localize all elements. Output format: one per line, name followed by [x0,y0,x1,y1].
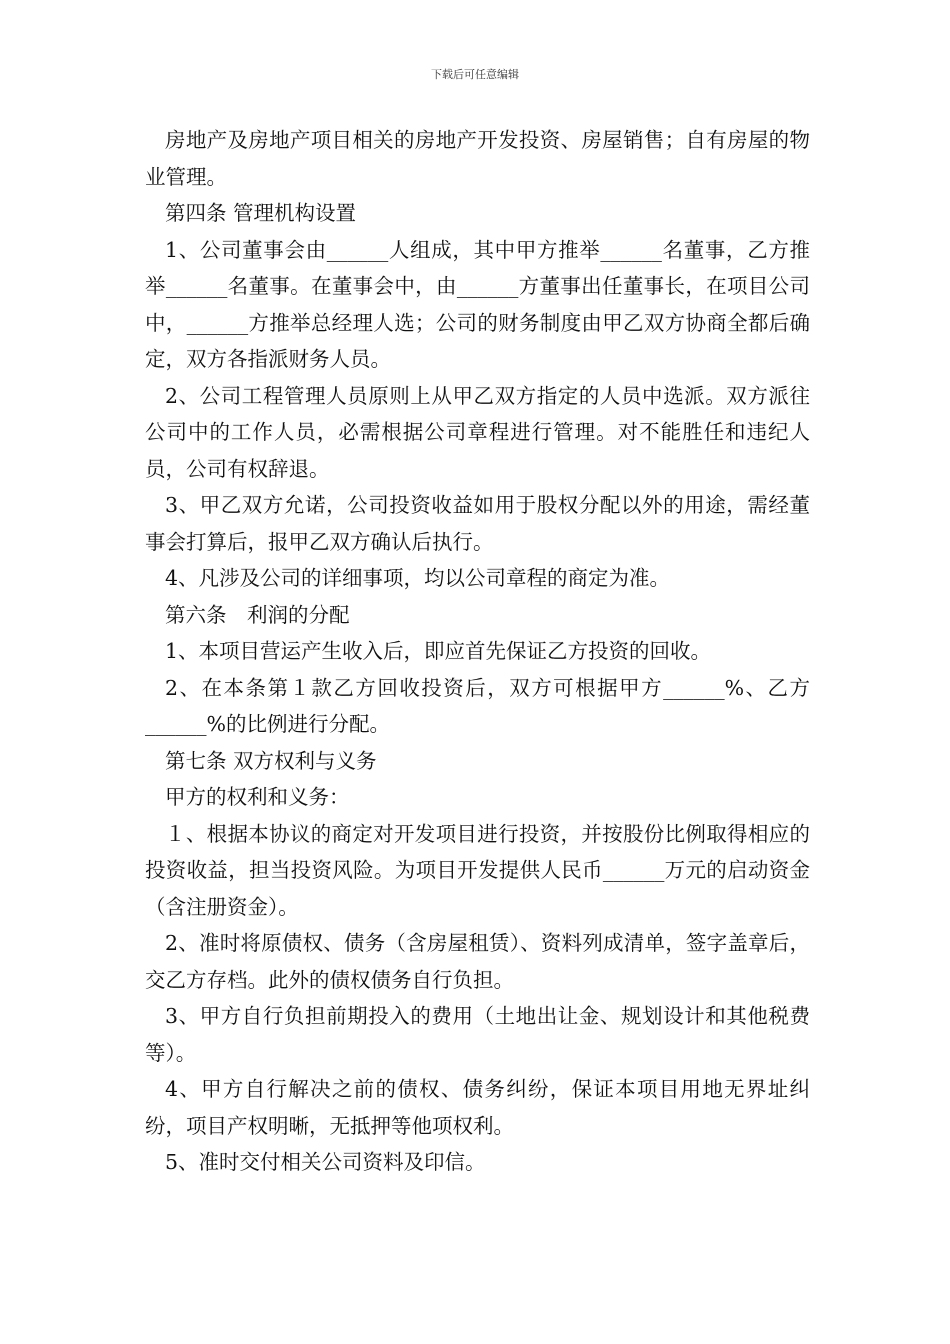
document-body [145,122,810,1181]
paragraph-party-a-3: 3、甲方自行负担前期投入的费用（土地出让金、规划设计和其他税费等）。 [145,1004,810,1065]
subheading-party-a: 甲方的权利和义务： [165,785,350,809]
paragraph-business-scope: 房地产及房地产项目相关的房地产开发投资、房屋销售；自有房屋的物业管理。 [145,128,810,189]
heading-article-6: 第六条 利润的分配 [165,602,350,627]
heading-article-7: 第七条 双方权利与义务 [165,748,377,773]
paragraph-board: 1、公司董事会由______人组成，其中甲方推举______名董事，乙方推举______名董事。在董事会中，由______方董事出任董事长，在项目公司中，______方推举总经理人选；公司的财务制度由甲乙双方协商全都后确定，双方各指派财务人员。 [145,237,810,371]
paragraph-profit-2: 2、在本条第１款乙方回收投资后，双方可根据甲方______%、乙方______%的比例进行分配。 [145,675,810,736]
heading-article-4: 第四条 管理机构设置 [165,201,357,225]
paragraph-party-a-2: 2、准时将原债权、债务（含房屋租赁）、资料列成清单，签字盖章后，交乙方存档。此外的债权债务自行负担。 [145,931,810,992]
paragraph-party-a-5: 5、准时交付相关公司资料及印信。 [165,1150,486,1174]
paragraph-articles-reference: 4、凡涉及公司的详细事项，均以公司章程的商定为准。 [165,566,671,590]
paragraph-profit-1: 1、本项目营运产生收入后，即应首先保证乙方投资的回收。 [165,639,712,663]
paragraph-party-a-1: １、根据本协议的商定对开发项目进行投资，并按股份比例取得相应的投资收益，担当投资风险。为项目开发提供人民币______万元的启动资金（含注册资金）。 [145,821,810,919]
paragraph-investment-use: 3、甲乙双方允诺，公司投资收益如用于股权分配以外的用途，需经董事会打算后，报甲乙双方确认后执行。 [145,493,810,554]
paragraph-staff: 2、公司工程管理人员原则上从甲乙双方指定的人员中选派。双方派往公司中的工作人员，必需根据公司章程进行管理。对不能胜任和违纪人员，公司有权辞退。 [145,383,810,481]
page-header: 下载后可任意编辑 [431,68,519,81]
paragraph-party-a-4: 4、甲方自行解决之前的债权、债务纠纷，保证本项目用地无界址纠纷，项目产权明晰，无抵押等他项权利。 [145,1077,810,1138]
